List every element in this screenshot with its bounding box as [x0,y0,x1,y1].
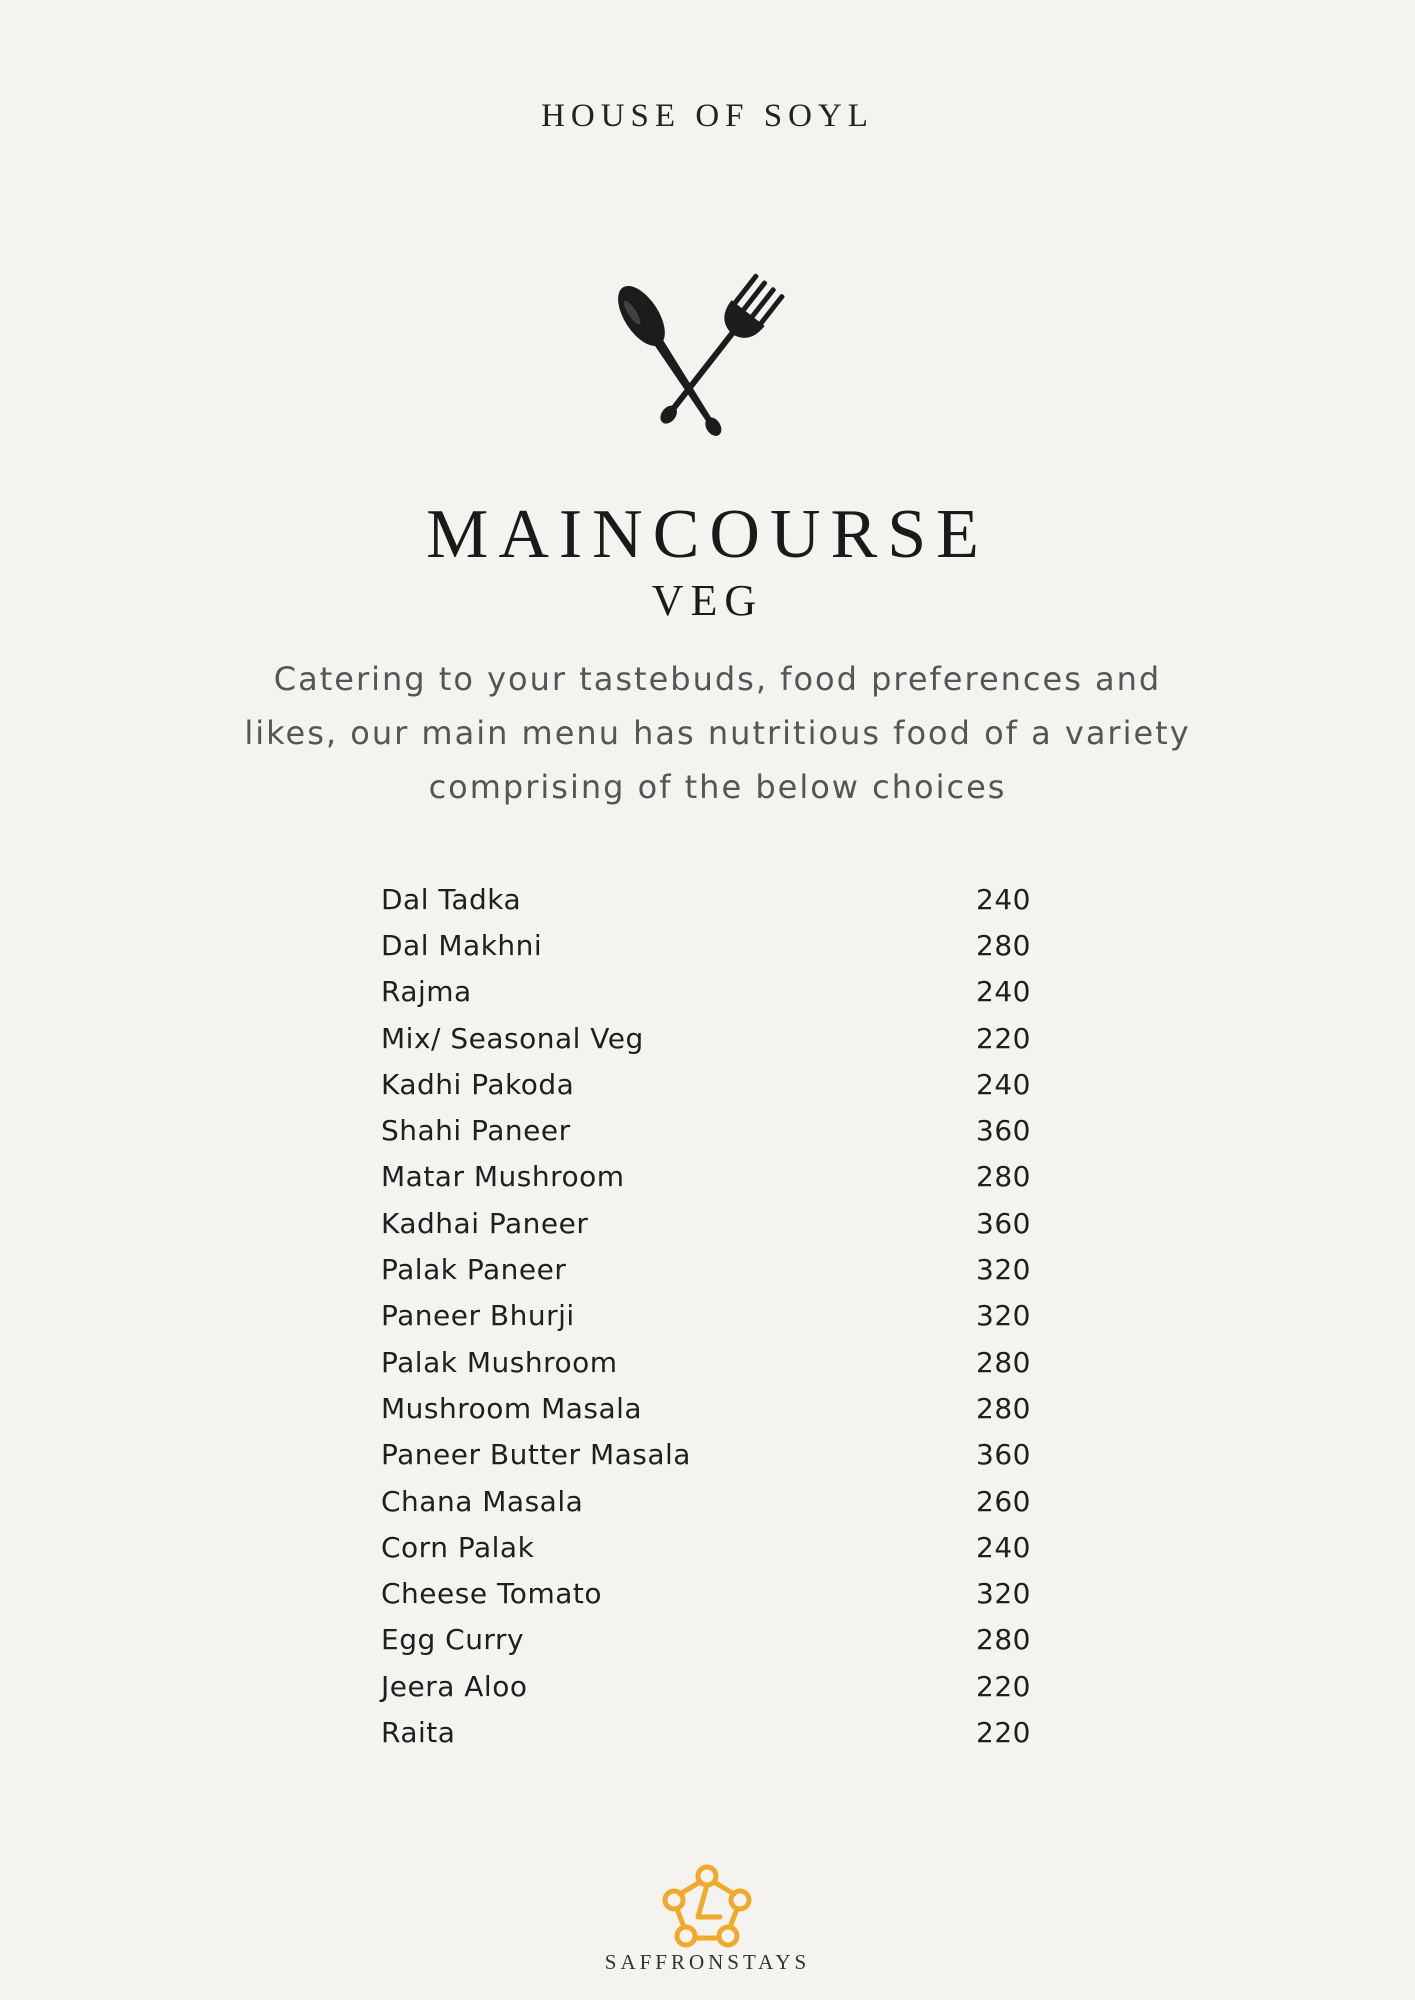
menu-item-price: 260 [976,1484,1031,1518]
menu-item-price: 240 [976,882,1031,916]
menu-item-name: Egg Curry [381,1623,525,1657]
menu-item-price: 320 [976,1577,1031,1611]
menu-item-name: Paneer Butter Masala [381,1438,691,1472]
menu-item-price: 320 [976,1299,1031,1333]
intro-text [180,652,1255,814]
intro-line: Catering to your tastebuds, food preferences and [273,660,1162,698]
menu-item-name: Mix/ Seasonal Veg [381,1021,644,1055]
menu-item-name: Kadhi Pakoda [381,1067,575,1101]
menu-item-name: Kadhai Paneer [381,1206,589,1240]
menu-item [381,1200,1036,1246]
menu-item [381,1617,1036,1663]
menu-item-price: 220 [976,1021,1031,1055]
menu-item [381,1385,1036,1431]
menu-item-price: 280 [976,1391,1031,1425]
menu-item [381,1709,1036,1755]
menu-item-name: Paneer Bhurji [381,1299,575,1333]
menu-item [381,1015,1036,1061]
menu-item-price: 280 [976,1623,1031,1657]
page-subtitle: VEG [651,576,764,625]
menu-item [381,1570,1036,1616]
menu-item [381,1339,1036,1385]
menu-item-name: Chana Masala [381,1484,584,1518]
menu-item-name: Raita [381,1715,456,1749]
menu-item-price: 360 [976,1114,1031,1148]
menu-item [381,876,1036,922]
menu-item-name: Jeera Aloo [381,1669,528,1703]
menu-item [381,1107,1036,1153]
intro-line: comprising of the below choices [428,768,1007,806]
menu-item-price: 220 [976,1669,1031,1703]
page-title: MAINCOURSE [426,496,989,573]
menu-item-name: Dal Tadka [381,882,522,916]
menu-item-price: 280 [976,928,1031,962]
menu-item-name: Matar Mushroom [381,1160,625,1194]
menu-item-name: Rajma [381,975,472,1009]
menu-item [381,922,1036,968]
intro-line: likes, our main menu has nutritious food of a variety [244,714,1191,752]
menu-item [381,1293,1036,1339]
menu-item [381,1432,1036,1478]
menu-item-price: 240 [976,1530,1031,1564]
menu-item [381,1246,1036,1292]
menu-item-price: 360 [976,1206,1031,1240]
menu-item [381,1061,1036,1107]
menu-item-name: Cheese Tomato [381,1577,602,1611]
menu-item-name: Mushroom Masala [381,1391,643,1425]
spoon-fork-icon [600,270,810,455]
menu-item [381,1663,1036,1709]
menu-item [381,1478,1036,1524]
brand-name: HOUSE OF SOYL [541,98,874,134]
menu-item-price: 240 [976,1067,1031,1101]
menu-item-price: 320 [976,1253,1031,1287]
menu-item-price: 220 [976,1715,1031,1749]
menu-item-name: Palak Mushroom [381,1345,618,1379]
footer-brand: SAFFRONSTAYS [604,1950,811,1974]
menu-item-price: 280 [976,1345,1031,1379]
menu-item-name: Palak Paneer [381,1253,567,1287]
menu-item-price: 240 [976,975,1031,1009]
menu-item-price: 280 [976,1160,1031,1194]
menu-item-name: Dal Makhni [381,928,543,962]
menu-item-price: 360 [976,1438,1031,1472]
menu-item-name: Corn Palak [381,1530,535,1564]
menu-list [381,876,1036,1756]
menu-item [381,969,1036,1015]
saffronstays-logo-icon [660,1862,755,1952]
menu-item-name: Shahi Paneer [381,1114,571,1148]
menu-item [381,1154,1036,1200]
menu-item [381,1524,1036,1570]
